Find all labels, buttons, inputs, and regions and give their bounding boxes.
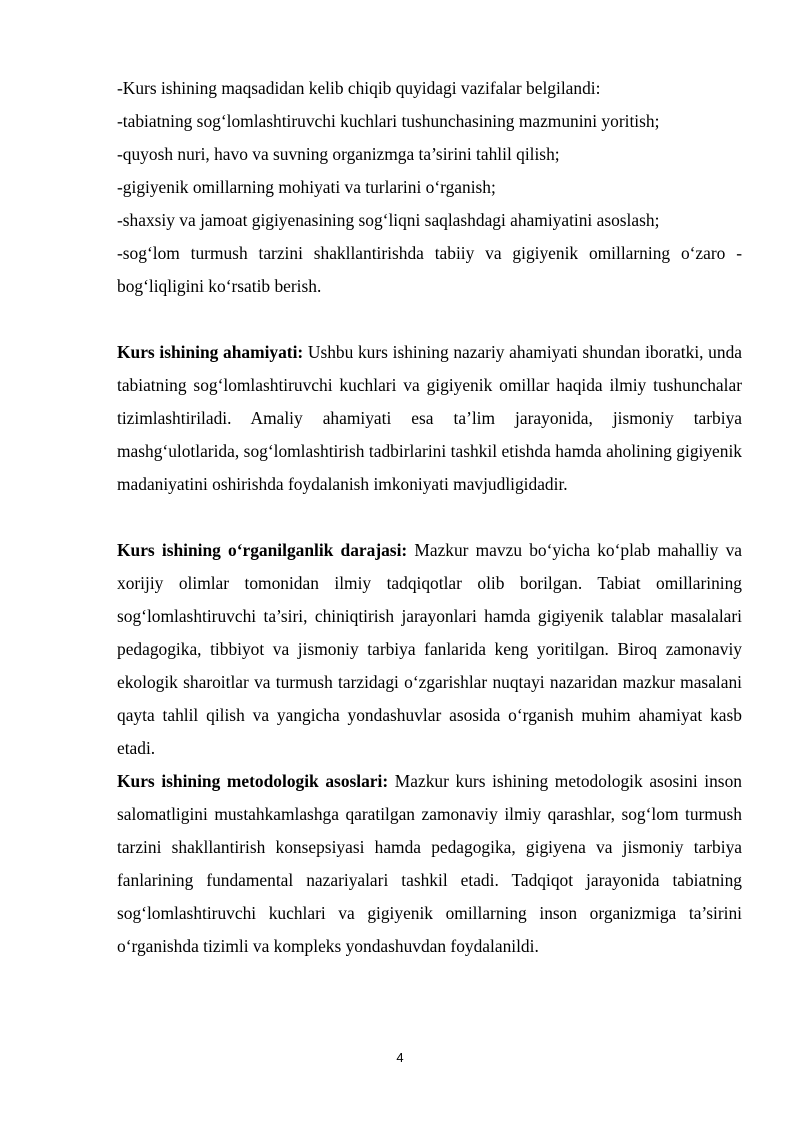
tasks-intro: -Kurs ishining maqsadidan kelib chiqib quyidagi vazifalar belgilandi:: [117, 78, 601, 98]
section-heading: Kurs ishining metodologik asoslari:: [117, 771, 389, 791]
task-item: -quyosh nuri, havo va suvning organizmga ta’sirini tahlil qilish;: [117, 144, 560, 164]
section-text: Mazkur kurs ishining metodologik asosini inson salomatligini mustahkamlashga qaratilgan zamonaviy ilmiy qarashlar, sog‘lom turmush tarzini shakllantirish konsepsiyasi hamda pedagogika, gigiyena va jismoniy tarbiya fanlarining fundamental nazariyalari tashkil etadi. Tadqiqot jarayonida tabiatning sog‘lomlashtiruvchi kuchlari va gigiyenik omillarning inson organizmiga ta’sirini o‘rganishda tizimli va kompleks yondashuvdan foydalanildi.: [117, 771, 742, 956]
page-content: [117, 72, 742, 963]
paragraph-gap: [117, 303, 742, 336]
section-significance: [117, 336, 742, 501]
page-number: 4: [396, 1050, 404, 1065]
task-item: -sog‘lom turmush tarzini shakllantirishda tabiiy va gigiyenik omillarning o‘zaro -bog‘liqligini ko‘rsatib berish.: [117, 243, 742, 296]
section-heading: Kurs ishining o‘rganilganlik darajasi:: [117, 540, 408, 560]
section-text: Mazkur mavzu bo‘yicha ko‘plab mahalliy va xorijiy olimlar tomonidan ilmiy tadqiqotlar olib borilgan. Tabiat omillarining sog‘lomlashtiruvchi ta’siri, chiniqtirish jarayonlari hamda gigiyenik talablar masalalari pedagogika, tibbiyot va jismoniy tarbiya fanlarida keng yoritilgan. Biroq zamonaviy ekologik sharoitlar va turmush tarzidagi o‘zgarishlar nuqtayi nazaridan mazkur masalani qayta tahlil qilish va yangicha yondashuvlar asosida o‘rganish muhim ahamiyat kasb etadi.: [117, 540, 742, 758]
section-study-level: [117, 534, 742, 765]
section-heading: Kurs ishining ahamiyati:: [117, 342, 304, 362]
task-item: -gigiyenik omillarning mohiyati va turlarini o‘rganish;: [117, 177, 496, 197]
section-methodology: [117, 765, 742, 963]
task-item: -shaxsiy va jamoat gigiyenasining sog‘liqni saqlashdagi ahamiyatini asoslash;: [117, 210, 660, 230]
section-text: Ushbu kurs ishining nazariy ahamiyati shundan iboratki, unda tabiatning sog‘lomlashtiruvchi kuchlari va gigiyenik omillar haqida ilmiy tushunchalar tizimlashtiriladi. Amaliy ahamiyati esa ta’lim jarayonida, jismoniy tarbiya mashg‘ulotlarida, sog‘lomlashtirish tadbirlarini tashkil etishda hamda aholining gigiyenik madaniyatini oshirishda foydalanish imkoniyati mavjudligidadir.: [117, 342, 742, 494]
task-item: -tabiatning sog‘lomlashtiruvchi kuchlari tushunchasining mazmunini yoritish;: [117, 111, 660, 131]
paragraph-gap: [117, 501, 742, 534]
